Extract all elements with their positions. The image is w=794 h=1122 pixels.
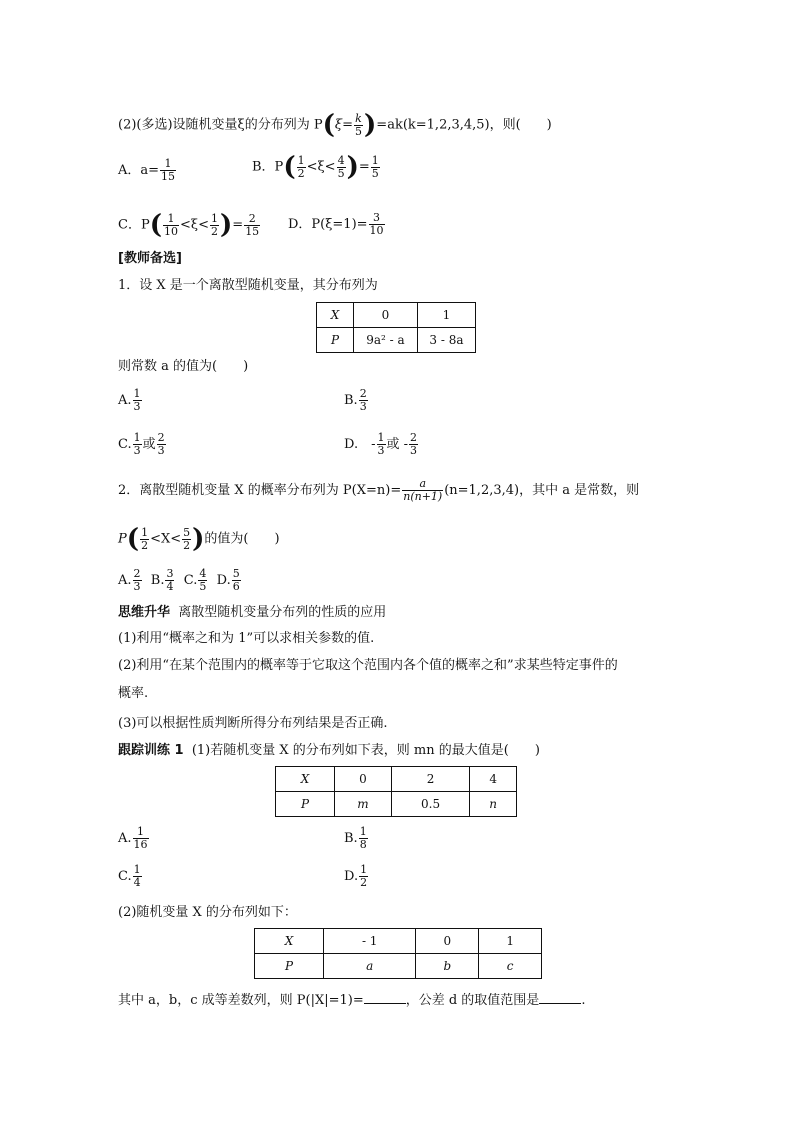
fraction (133, 568, 142, 593)
denominator: 2 (210, 224, 218, 238)
table-row (276, 792, 517, 817)
denominator: 8 (359, 838, 367, 851)
denominator: 3 (133, 580, 141, 593)
answer-blank[interactable] (539, 991, 581, 1004)
fraction (359, 388, 368, 413)
table-cell: 1 (417, 303, 475, 328)
line-end: 的值为( ) (204, 531, 280, 547)
fraction (133, 432, 142, 457)
fraction (198, 568, 207, 593)
fraction (210, 213, 219, 238)
p-symbol: P (118, 531, 127, 547)
practice-q1-option-c (118, 864, 143, 889)
thinking-subtitle: 离散型随机变量分布列的性质的应用 (178, 605, 387, 620)
numerator: 3 (369, 212, 385, 225)
denominator: 3 (410, 444, 418, 457)
paren-left: ( (322, 110, 335, 140)
paren-right: ) (219, 210, 233, 240)
numerator: 4 (337, 153, 345, 167)
table-row (317, 328, 476, 353)
numerator: 1 (133, 431, 141, 444)
inequality: <X< (150, 531, 182, 547)
table-cell: 3 - 8a (417, 328, 475, 353)
q2-option-a (118, 158, 177, 183)
answer-blank[interactable] (364, 991, 406, 1004)
numerator: 1 (360, 863, 368, 876)
fraction (354, 113, 363, 138)
table-cell: X (276, 767, 335, 792)
inequality: <ξ< (306, 159, 336, 175)
denominator: 4 (133, 876, 141, 889)
option-label: B. (344, 393, 358, 408)
paren-left: ( (149, 210, 163, 240)
table-cell: b (416, 954, 479, 979)
option-label: D. (216, 573, 231, 588)
fraction (359, 826, 368, 851)
table-cell: 0.5 (391, 792, 469, 817)
q2-option-d (288, 212, 386, 237)
table-row (317, 303, 476, 328)
option-label: B. (344, 831, 358, 846)
numerator: 3 (166, 567, 174, 580)
thinking-title: 思维升华 (118, 605, 171, 620)
denominator: 5 (354, 124, 362, 138)
numerator: 1 (133, 826, 149, 839)
table-cell: P (255, 954, 324, 979)
fraction (297, 155, 306, 180)
q2-option-b (252, 154, 381, 180)
thinking-line-2b: 概率. (118, 686, 149, 701)
fraction (359, 864, 368, 889)
teacher-q1-stem: 1．设 X 是一个离散型随机变量，其分布列为 (118, 278, 378, 293)
numerator: 1 (371, 153, 379, 167)
teacher-q2-line2 (118, 526, 280, 552)
table-cell: 0 (335, 767, 392, 792)
numerator: 1 (297, 153, 305, 167)
table-row (255, 929, 542, 954)
paren-right: ) (346, 152, 359, 182)
numerator: a (402, 478, 443, 491)
option-label: C. (118, 869, 132, 884)
denominator: 5 (199, 580, 207, 593)
denominator: 2 (297, 166, 305, 180)
fraction (232, 568, 241, 593)
teacher-heading: [教师备选] (118, 251, 182, 266)
thinking-line-3: (3)可以根据性质判断所得分布列结果是否正确. (118, 716, 388, 731)
denominator: 2 (360, 876, 368, 889)
denominator: 3 (359, 400, 367, 413)
table-cell: P (276, 792, 335, 817)
numerator: 5 (183, 525, 191, 539)
or-text: 或 - (386, 437, 409, 452)
table-3 (254, 928, 542, 979)
denominator: 10 (369, 224, 384, 237)
teacher-q2-options (118, 568, 242, 593)
denominator: 3 (377, 444, 385, 457)
numerator: 1 (133, 387, 141, 400)
thinking-line-2: (2)利用“在某个范围内的概率等于它取这个范围内各个值的概率之和”求某些特定事件的 (118, 658, 618, 673)
table-cell: 2 (391, 767, 469, 792)
fraction (182, 527, 191, 552)
numerator: 4 (199, 567, 207, 580)
table-cell: 9a² - a (354, 328, 418, 353)
denominator: 15 (245, 224, 260, 238)
numerator: 1 (160, 158, 176, 171)
numerator: 2 (410, 431, 418, 444)
option-label: B．P (252, 159, 284, 175)
paren-left: ( (283, 152, 296, 182)
table-cell: X (317, 303, 354, 328)
text: . (581, 993, 586, 1008)
option-label: B. (150, 573, 165, 588)
teacher-q1-option-d (344, 432, 419, 457)
numerator: 5 (232, 567, 240, 580)
numerator: 1 (359, 825, 367, 838)
thinking-line-1: (1)利用“概率之和为 1”可以求相关参数的值. (118, 631, 375, 646)
numerator: 2 (157, 431, 165, 444)
fraction (369, 212, 385, 237)
fraction (160, 158, 176, 183)
denominator: 15 (161, 170, 176, 183)
denominator: 5 (371, 166, 379, 180)
q2-stem-tail: =ak(k=1,2,3,4,5)，则( ) (376, 117, 552, 133)
practice-q1-option-b (344, 826, 369, 851)
q2-stem-text: (2)(多选)设随机变量ξ的分布列为 P (118, 117, 323, 133)
table-cell: 4 (470, 767, 517, 792)
option-label: A. (118, 393, 132, 408)
table-2 (275, 766, 517, 817)
option-label: D. - (344, 437, 376, 452)
numerator: 2 (359, 387, 367, 400)
paren-right: ) (363, 110, 377, 140)
text: ，公差 d 的取值范围是 (405, 993, 540, 1008)
fraction (165, 568, 174, 593)
paren-right: ) (192, 524, 205, 554)
fraction (133, 826, 149, 851)
numerator: 2 (244, 213, 260, 226)
stem-tail: (n=1,2,3,4)，其中 a 是常数，则 (444, 483, 640, 498)
option-label: C. (183, 573, 198, 588)
numerator: 1 (133, 863, 141, 876)
table-1 (316, 302, 476, 353)
inequality: <ξ< (180, 217, 209, 233)
table-row (276, 767, 517, 792)
option-label: C. (118, 437, 132, 452)
text: 其中 a，b，c 成等差数列，则 P(|X|=1)= (118, 993, 364, 1008)
denominator: 3 (157, 444, 165, 457)
numerator: 1 (377, 431, 385, 444)
fraction (133, 388, 142, 413)
option-label: A. (118, 831, 132, 846)
fraction (377, 432, 386, 457)
fraction (157, 432, 166, 457)
fraction (133, 864, 142, 889)
fraction (140, 527, 149, 552)
numerator: 1 (210, 211, 218, 225)
option-label: A．a= (118, 163, 160, 178)
option-label: D．P(ξ=1)= (288, 217, 368, 232)
numerator: 1 (141, 525, 149, 539)
fraction (402, 478, 443, 503)
table-cell: 0 (416, 929, 479, 954)
table-cell: n (470, 792, 517, 817)
denominator: 3 (133, 400, 141, 413)
fraction (244, 213, 260, 238)
teacher-q1-option-c (118, 432, 167, 457)
denominator: 2 (141, 538, 149, 552)
practice-q1-option-d (344, 864, 369, 889)
practice-q1-option-a (118, 826, 150, 851)
denominator: 16 (133, 838, 148, 851)
teacher-q1-option-b (344, 388, 369, 413)
equals: = (232, 217, 244, 233)
table-cell: m (335, 792, 392, 817)
paren-left: ( (126, 524, 140, 554)
denominator: n(n+1) (403, 490, 443, 503)
table-cell: X (255, 929, 324, 954)
fraction (371, 155, 380, 180)
practice-q1-text: (1)若随机变量 X 的分布列如下表，则 mn 的最大值是( ) (191, 743, 540, 758)
fraction (337, 155, 346, 180)
numerator: 1 (163, 213, 179, 226)
teacher-q1-question: 则常数 a 的值为( ) (118, 359, 249, 374)
q2-stem (118, 112, 552, 138)
practice-q2: (2)随机变量 X 的分布列如下： (118, 905, 297, 920)
table-cell: - 1 (324, 929, 416, 954)
stem-text: 2．离散型随机变量 X 的概率分布列为 P(X=n)= (118, 483, 402, 498)
denominator: 10 (164, 224, 179, 238)
practice-title: 跟踪训练 1 (118, 743, 184, 758)
option-label: A. (118, 573, 132, 588)
table-cell: P (317, 328, 354, 353)
table-cell: c (479, 954, 542, 979)
option-label: D. (344, 869, 359, 884)
teacher-q1-option-a (118, 388, 143, 413)
table-cell: 1 (479, 929, 542, 954)
denominator: 6 (232, 580, 240, 593)
practice-q2-end (118, 991, 585, 1010)
fraction (163, 213, 179, 238)
thinking-heading (118, 604, 386, 622)
numerator: k (355, 111, 362, 125)
denominator: 4 (166, 580, 174, 593)
option-label: C．P (118, 217, 150, 233)
or-text: 或 (142, 437, 156, 452)
fraction (409, 432, 418, 457)
table-cell: a (324, 954, 416, 979)
table-cell: 0 (354, 303, 418, 328)
table-row (255, 954, 542, 979)
q2-xi: ξ= (334, 117, 353, 133)
denominator: 3 (133, 444, 141, 457)
denominator: 2 (183, 538, 191, 552)
practice-q1 (118, 742, 540, 760)
numerator: 2 (133, 567, 141, 580)
denominator: 5 (337, 166, 345, 180)
teacher-q2-stem (118, 478, 639, 503)
equals: = (358, 159, 370, 175)
q2-option-c (118, 212, 261, 238)
